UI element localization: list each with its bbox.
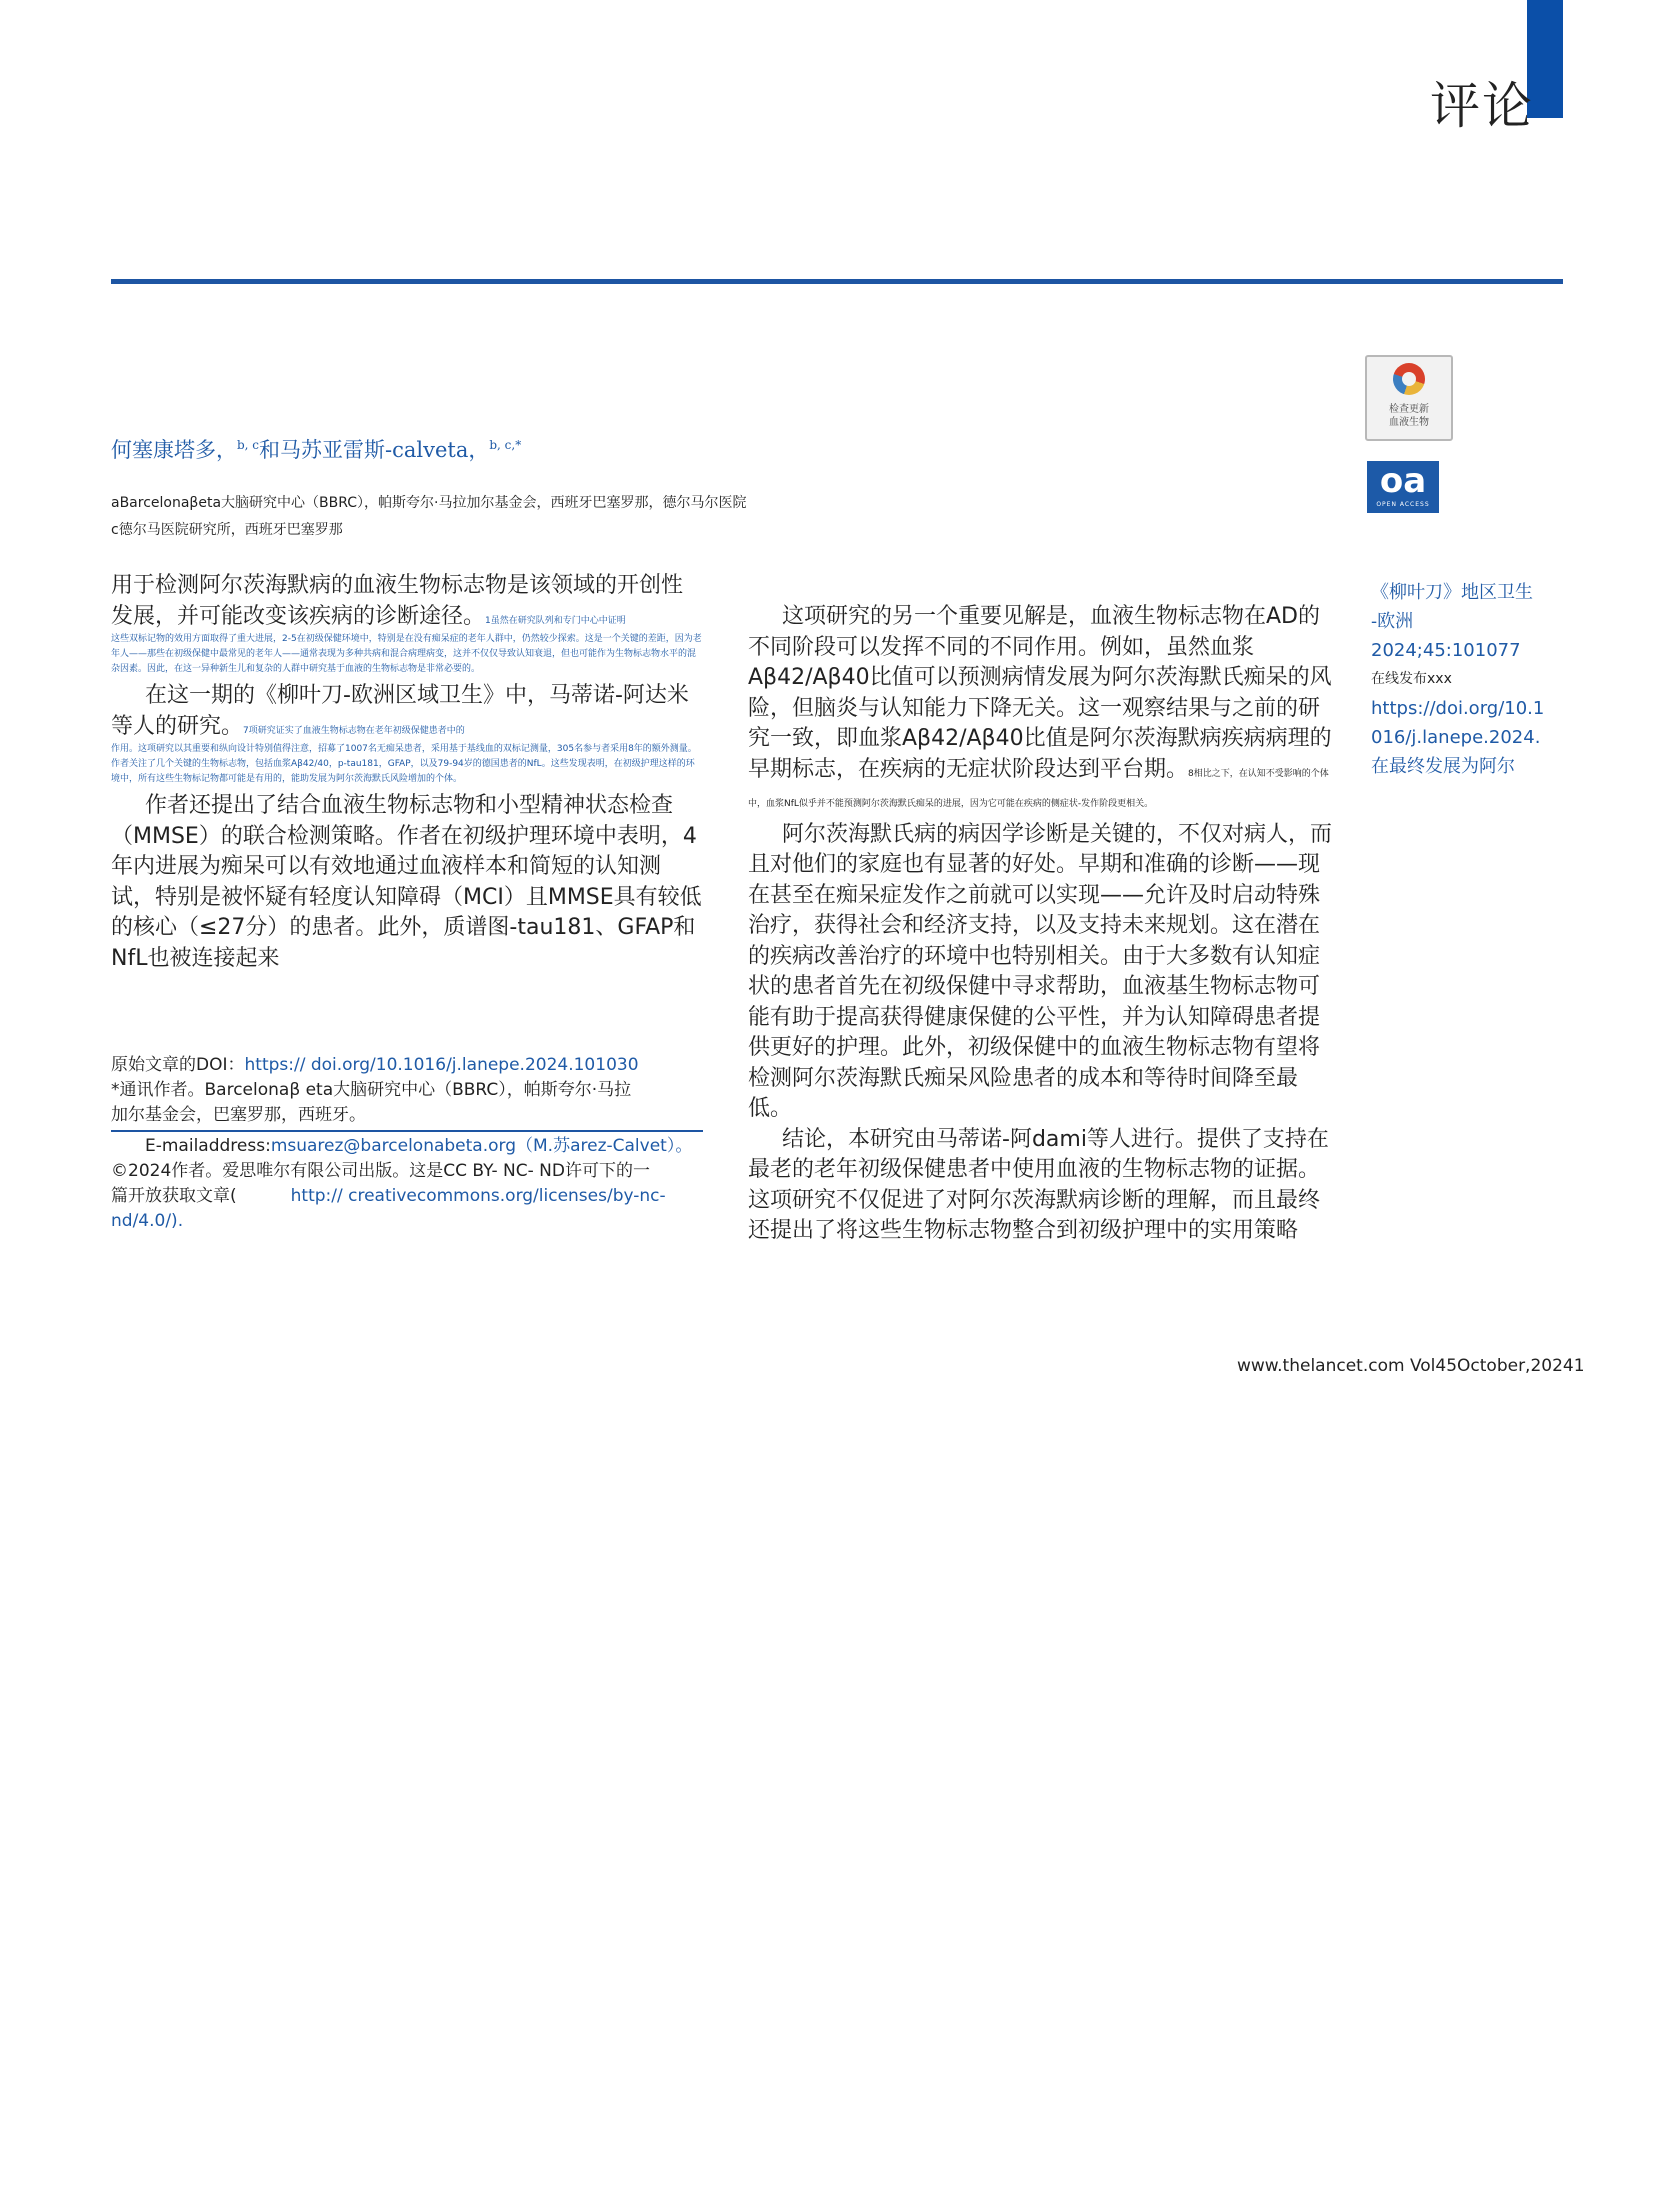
doi-link-continued[interactable]: 016/j.lanepe.2024. [1371,727,1541,748]
reference-text: 7项研究证实了血液生物标志物在老年初级保健患者中的 [243,725,465,736]
fine-print-paragraph: 作用。这项研究以其重要和纵向设计特别值得注意，招募了1007名无痴呆患者，采用基于基线血的双标记测量，305名参与者采用8年的额外测量。作者关注了几个关键的生物标志物，包括血浆Aβ42/40，p-tau181，GFAP，以及79-94岁的德国患者的NfL。这些发现表明，在初级护理这样的环境中，所有这些生物标记物都可能是有用的，能助发展为阿尔茨海默氏风险增加的个体。 [111,744,697,784]
email-label: E-mailaddress: [145,1136,271,1156]
affiliation-a: aBarcelonaβeta大脑研究中心（BBRC），帕斯夸尔·马拉加尔基金会，西班牙巴塞罗那，德尔马尔医院 [111,495,747,511]
body-text: 这项研究的另一个重要见解是，血液生物标志物在AD的不同阶段可以发挥不同的不同作用。例如，虽然血浆Aβ42/Aβ40比值可以预测病情发展为阿尔茨海默氏痴呆的风险，但脑炎与认知能力下降无关。这一观察结果与之前的研究一致，即血浆Aβ42/Aβ40比值是阿尔茨海默病疾病病理的早期标志，在疾病的无症状阶段达到平台期。 [748,604,1332,782]
check-for-updates-badge[interactable] [1365,355,1453,441]
open-access-badge [1367,461,1439,513]
author-name: 和马苏亚雷斯-calveta， [259,438,490,462]
license-link[interactable]: http:// creativecommons.org/licenses/by-nc- [290,1186,666,1206]
page-footer: www.thelancet.com Vol45October,20241 [1237,1356,1585,1376]
open-access-subtitle: OPEN ACCESS [1376,501,1430,508]
body-paragraph: 结论，本研究由马蒂诺-阿dami等人进行。提供了支持在最老的老年初级保健患者中使用血液的生物标志物的证据。这项研究不仅促进了对阿尔茨海默病诊断的理解，而且最终还提出了将这些生物标志物整合到初级护理中的实用策略 [748,1126,1329,1243]
license-link-continued[interactable]: nd/4.0/). [111,1211,184,1231]
author-affil-sup: b, c,* [489,438,522,452]
fine-print-paragraph: 这些双标记物的效用方面取得了重大进展，2-5在初级保健环境中，特别是在没有痴呆症的老年人群中，仍然较少探索。这是一个关键的差距，因为老年人——那些在初级保健中最常见的老年人——通常表现为多种共病和混合病理病变，这并不仅仅导致认知衰退，但也可能作为生物标志物水平的混杂因素。因此，在这一异种新生儿和复杂的人群中研究基于血液的生物标志物是非常必要的。 [111,634,702,674]
sidebar-final-text: 在最终发展为阿尔 [1371,756,1515,777]
right-text-column [748,602,1340,1247]
author-name: 何塞康塔多， [111,438,237,462]
header-rule [111,279,1563,284]
correspondence-line: 加尔基金会，巴塞罗那，西班牙。 [111,1105,366,1125]
open-access-icon: oa [1379,461,1427,501]
reference-text: 8相比之下，在认知不受影响的个体中，血浆NfL似乎并不能预测阿尔茨海默氏痴呆的进展，因为它可能在疾病的侧症状-发作阶段更相关。 [748,768,1329,809]
citation-volume: 2024;45:101077 [1371,640,1521,661]
affiliation-c: c德尔马医院研究所，西班牙巴塞罗那 [111,522,343,538]
lead-text: 用于检测阿尔茨海默病的血液生物标志物是该领域的开创性发展，并可能改变该疾病的诊断途径。 [111,573,684,629]
footnotes [111,1053,703,1234]
citation-sidebar [1371,578,1545,781]
body-paragraph: 阿尔茨海默氏病的病因学诊断是关键的，不仅对病人，而且对他们的家庭也有显著的好处。早期和准确的诊断——现在甚至在痴呆症发作之前就可以实现——允许及时启动特殊治疗，获得社会和经济支持，以及支持未来规划。这在潜在的疾病改善治疗的环境中也特别相关。由于大多数有认知症状的患者首先在初级保健中寻求帮助，血液基生物标志物可能有助于提高获得健康保健的公平性，并为认知障碍患者提供更好的护理。此外，初级保健中的血液生物标志物有望将检测阿尔茨海默氏痴呆风险患者的成本和等待时间降至最低。 [748,821,1333,1121]
left-text-column [111,570,703,974]
crossmark-icon [1393,363,1425,395]
copyright-line: ©2024作者。爱思唯尔有限公司出版。这是CC BY- NC- ND许可下的一 [111,1161,650,1181]
body-paragraph [748,602,1340,816]
original-doi-link[interactable]: https:// doi.org/10.1016/j.lanepe.2024.101030 [244,1055,639,1075]
journal-region: -欧洲 [1371,611,1414,632]
reference-text: 1虽然在研究队列和专门中心中证明 [485,616,626,626]
email-line [111,1134,703,1159]
body-paragraph [111,681,703,742]
body-paragraph: 作者还提出了结合血液生物标志物和小型精神状态检查（MMSE）的联合检测策略。作者在初级护理环境中表明，4年内进展为痴呆可以有效地通过血液样本和简短的认知测试，特别是被怀疑有轻度认知障碍（MCI）且MMSE具有较低的核心（≤27分）的患者。此外，质谱图-tau181、GFAP和NfL也被连接起来 [111,793,702,971]
author-list [111,434,521,464]
section-label: 评论 [1430,77,1534,135]
online-publication-label: 在线发布xxx [1371,671,1452,687]
body-text: 在这一期的《柳叶刀-欧洲区域卫生》中，马蒂诺-阿达米等人的研究。 [111,683,689,739]
correspondence-line: *通讯作者。Barcelonaβ eta大脑研究中心（BBRC），帕斯夸尔·马拉 [111,1080,632,1100]
original-doi [111,1053,703,1078]
crossmark-label: 检查更新 血液生物 [1389,404,1429,428]
email-link[interactable]: msuarez@barcelonabeta.org（M.苏arez-Calvet）。 [270,1136,693,1156]
footnote-rule [111,1130,703,1132]
copyright-text: 篇开放获取文章( [111,1186,237,1206]
doi-link[interactable]: https://doi.org/10.1 [1371,698,1545,719]
journal-name: 《柳叶刀》地区卫生 [1371,582,1533,603]
author-affil-sup: b, c [237,438,260,452]
copyright-line [111,1184,703,1209]
doi-label: 原始文章的DOI： [111,1055,245,1075]
lead-paragraph [111,570,703,632]
